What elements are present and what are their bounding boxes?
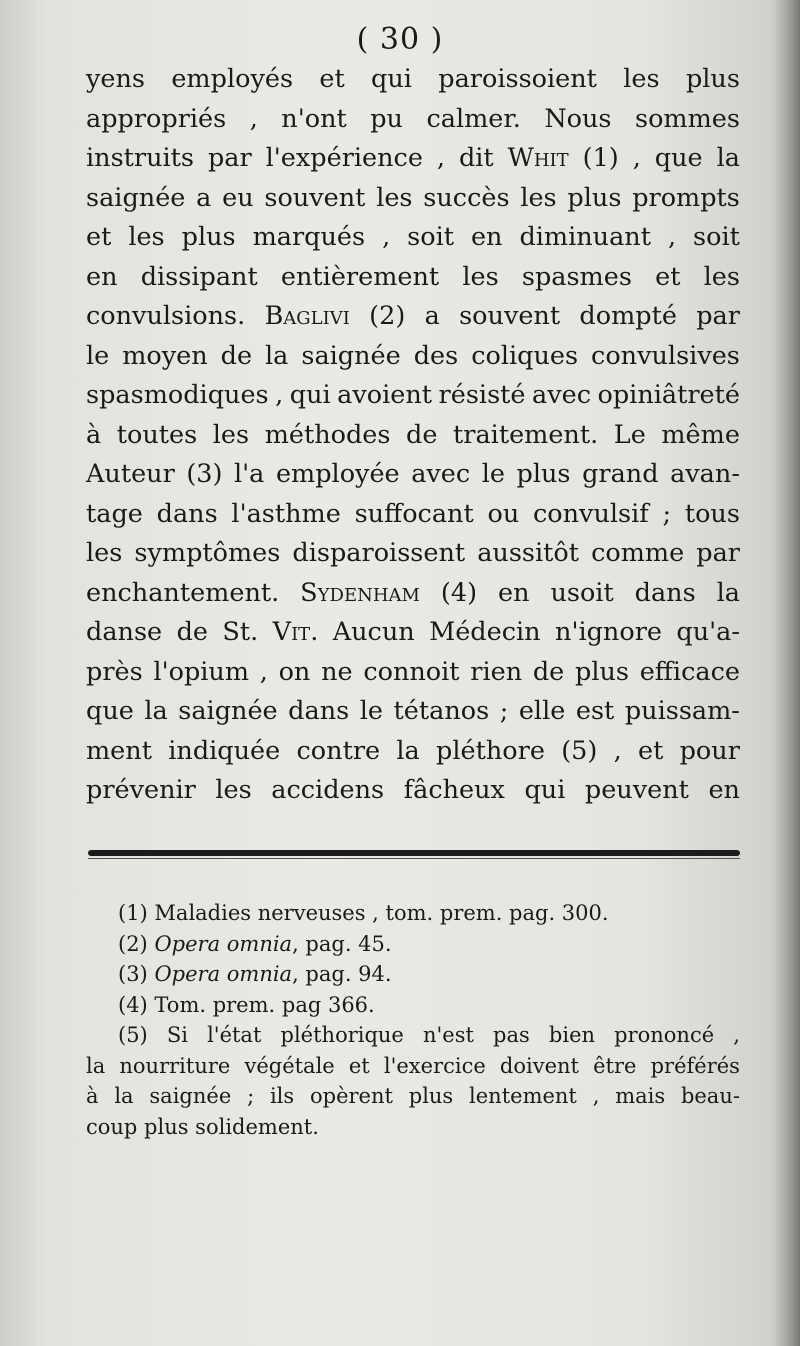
word: dompté — [579, 301, 677, 331]
word: saignée — [86, 182, 186, 213]
word: comme — [591, 538, 685, 568]
word: (5) — [118, 1023, 148, 1047]
word: que — [86, 696, 134, 726]
word: instruits — [86, 143, 195, 173]
word: spasmes — [521, 261, 632, 292]
word: ; — [499, 696, 509, 726]
word: l'asthme — [231, 498, 341, 529]
word: et — [319, 64, 345, 94]
footnote-5-line — [86, 1081, 740, 1112]
word: lentement — [469, 1084, 577, 1108]
word: enchantement. — [86, 577, 280, 608]
word: ils — [269, 1084, 295, 1108]
word: de — [406, 419, 438, 450]
page-number: ( 30 ) — [356, 22, 444, 57]
text-line — [86, 297, 740, 337]
word: prévenir — [86, 775, 196, 805]
word: la — [716, 577, 740, 608]
main-text — [86, 60, 740, 811]
footnote-2 — [86, 929, 740, 960]
word: plus — [516, 459, 571, 489]
word: danse — [86, 617, 163, 647]
footnote-4: (4) Tom. prem. pag 366. — [118, 992, 375, 1017]
text-line — [86, 613, 740, 653]
word: souvent — [459, 301, 561, 331]
word: soit — [407, 222, 454, 252]
word: prompts — [632, 182, 740, 213]
word: l'opium — [153, 656, 250, 687]
text-line — [86, 337, 740, 377]
word: en — [86, 261, 118, 292]
word: qui — [289, 380, 331, 410]
word: toutes — [116, 419, 198, 450]
word: efficace — [639, 656, 740, 687]
word: Médecin — [429, 617, 541, 647]
word: la — [265, 340, 289, 371]
text-line — [86, 218, 740, 258]
word: qui — [524, 775, 566, 805]
word: nourriture — [119, 1053, 231, 1078]
footnotes — [86, 898, 740, 1142]
word: méthodes — [264, 419, 391, 450]
word: prononcé — [614, 1023, 715, 1047]
word: , — [613, 735, 622, 766]
word: pléthore — [436, 735, 545, 766]
word: saignée — [301, 340, 401, 371]
word: en — [470, 222, 503, 252]
word: (5) — [561, 735, 598, 766]
word: convulsives — [591, 340, 740, 371]
word: calmer. — [426, 103, 521, 134]
word: même — [661, 419, 740, 450]
word: dans — [156, 498, 218, 529]
word: beau- — [680, 1084, 740, 1108]
word: , — [733, 1023, 740, 1047]
word: avec — [532, 380, 591, 410]
word: grand — [582, 459, 659, 489]
word: plus — [685, 64, 740, 94]
word: , — [382, 222, 391, 252]
word: les — [128, 222, 165, 252]
word: à — [86, 419, 102, 450]
word: végétale — [244, 1053, 335, 1078]
word: St. — [222, 617, 259, 647]
word: pu — [370, 103, 403, 134]
word: symptômes — [134, 538, 281, 568]
word: , — [667, 222, 677, 252]
word: les — [462, 261, 499, 292]
word: Auteur — [86, 459, 175, 489]
word: (3) — [186, 459, 223, 489]
word: Si — [166, 1023, 188, 1047]
text-line — [86, 179, 740, 219]
word: dissipant — [140, 261, 258, 292]
word: la — [396, 735, 420, 766]
word: les — [86, 538, 123, 568]
word: sommes — [634, 103, 740, 134]
word: la — [86, 1053, 106, 1078]
footnote-5-line — [86, 1020, 740, 1051]
word: qu'a- — [676, 617, 740, 647]
word: ; — [247, 1084, 255, 1108]
word: ; — [662, 498, 672, 529]
word: pléthorique — [280, 1023, 404, 1047]
word: diminuant — [519, 222, 651, 252]
text-line — [86, 732, 740, 772]
word: en — [708, 775, 740, 805]
word: dans — [634, 577, 696, 608]
word: , — [259, 656, 268, 687]
word: par — [207, 143, 252, 173]
word: a — [424, 301, 440, 331]
word: ment — [86, 735, 152, 766]
word: pas — [493, 1023, 530, 1047]
word: indiquée — [168, 735, 281, 766]
word: Vit. — [272, 617, 319, 647]
word: plus — [408, 1084, 454, 1108]
word: n'est — [422, 1023, 474, 1047]
text-line — [86, 653, 740, 693]
word: peuvent — [584, 775, 689, 805]
word: usoit — [550, 577, 614, 608]
word: de — [176, 617, 208, 647]
text-line — [86, 574, 740, 614]
word: (1) — [582, 143, 619, 173]
word: le — [86, 340, 110, 371]
word: par — [696, 301, 740, 331]
word: Nous — [544, 103, 612, 134]
word: accidens — [271, 775, 385, 805]
word: , — [436, 143, 445, 173]
footnote-5-line: coup plus solidement. — [86, 1114, 319, 1139]
word: employés — [171, 64, 294, 94]
word: convulsif — [533, 498, 649, 529]
word: à — [86, 1084, 99, 1108]
word: coliques — [471, 340, 579, 371]
word: succès — [423, 182, 510, 213]
word: les — [623, 64, 660, 94]
text-line — [86, 771, 740, 811]
word: saignée — [178, 696, 278, 726]
word: dans — [288, 696, 350, 726]
footnote-1: (1) Maladies nerveuses , tom. prem. pag. 300. — [118, 901, 609, 925]
word: contre — [296, 735, 381, 766]
word: ou — [487, 498, 520, 529]
word: yens — [86, 64, 146, 94]
word: saignée — [149, 1084, 232, 1108]
word: le — [481, 459, 505, 489]
word: la — [716, 143, 740, 173]
word: et — [348, 1053, 370, 1078]
word: rien — [470, 656, 523, 687]
word: , — [249, 103, 258, 134]
text-line — [86, 534, 740, 574]
text-line — [86, 60, 740, 100]
word: tage — [86, 498, 143, 529]
word: aussitôt — [477, 538, 580, 568]
word: Aucun — [332, 617, 415, 647]
footnote-3-rest: , pag. 94. — [292, 962, 392, 986]
word: suffocant — [354, 498, 474, 529]
word: (4) — [440, 577, 478, 608]
word: opiniâtreté — [597, 380, 740, 410]
word: la — [114, 1084, 134, 1108]
word: bien — [548, 1023, 596, 1047]
word: on — [278, 656, 311, 687]
word: a — [196, 182, 212, 213]
word: pour — [679, 735, 740, 766]
word: près — [86, 656, 143, 687]
word: et — [655, 261, 681, 292]
word: convulsions. — [86, 301, 246, 331]
word: que — [654, 143, 703, 173]
word: puissam- — [624, 696, 740, 726]
text-line — [86, 455, 740, 495]
word: , — [592, 1084, 600, 1108]
word: fâcheux — [403, 775, 505, 805]
text-line — [86, 258, 740, 298]
word: elle — [518, 696, 566, 726]
word: l'a — [234, 459, 265, 489]
word: Baglivi — [264, 301, 350, 331]
word: de — [532, 656, 565, 687]
text-line — [86, 416, 740, 456]
footnote-separator-thin-rule — [88, 858, 740, 859]
word: doivent — [499, 1053, 579, 1078]
word: les — [376, 182, 413, 213]
word: opèrent — [309, 1084, 393, 1108]
word: marqués — [252, 222, 366, 252]
word: des — [413, 340, 459, 371]
word: les — [212, 419, 250, 450]
word: et — [637, 735, 664, 766]
word: l'expérience — [265, 143, 423, 173]
word: avec — [411, 459, 471, 489]
text-line — [86, 495, 740, 535]
footnote-2-rest: , pag. 45. — [292, 931, 392, 956]
word: résisté — [438, 380, 526, 410]
word: paroissoient — [438, 64, 597, 94]
word: plus — [181, 222, 236, 252]
word: être — [593, 1053, 637, 1078]
footnote-3 — [86, 959, 740, 990]
footnote-2-number: (2) — [118, 931, 148, 956]
word: traitement. — [453, 419, 599, 450]
word: (2) — [369, 301, 406, 331]
text-line — [86, 100, 740, 140]
word: , — [275, 380, 284, 410]
word: n'ignore — [555, 617, 662, 647]
word: employée — [275, 459, 400, 489]
footnote-3-title: Opera omnia — [154, 962, 293, 986]
word: connoit — [363, 656, 460, 687]
word: tous — [684, 498, 740, 529]
word: la — [144, 696, 168, 726]
word: les — [520, 182, 557, 213]
word: Sydenham — [300, 577, 420, 608]
word: souvent — [264, 182, 366, 213]
word: Le — [613, 419, 646, 450]
word: plus — [575, 656, 629, 687]
word: les — [215, 775, 252, 805]
page-edge-shadow — [774, 0, 800, 1346]
word: avoient — [337, 380, 433, 410]
word: appropriés — [86, 103, 227, 134]
word: moyen — [122, 340, 208, 371]
word: mais — [615, 1084, 666, 1108]
word: préférés — [650, 1053, 740, 1078]
word: l'exercice — [383, 1053, 486, 1078]
footnote-2-title: Opera omnia — [154, 931, 293, 956]
word: qui — [371, 64, 412, 94]
word: entièrement — [280, 261, 440, 292]
word: dit — [458, 143, 494, 173]
word: le — [359, 696, 383, 726]
word: les — [703, 261, 740, 292]
text-line — [86, 376, 740, 416]
text-line — [86, 139, 740, 179]
word: , — [632, 143, 641, 173]
word: disparoissent — [292, 538, 466, 568]
word: l'état — [207, 1023, 262, 1047]
word: de — [220, 340, 253, 371]
word: avan- — [670, 459, 740, 489]
word: tétanos — [393, 696, 490, 726]
word: et — [86, 222, 112, 252]
footnote-3-number: (3) — [118, 962, 148, 986]
word: plus — [567, 182, 622, 213]
text-line — [86, 692, 740, 732]
word: par — [696, 538, 740, 568]
word: eu — [222, 182, 254, 213]
word: en — [497, 577, 530, 608]
word: spasmodiques — [86, 380, 269, 410]
word: ne — [321, 656, 353, 687]
word: est — [575, 696, 615, 726]
word: soit — [693, 222, 740, 252]
word: Whit — [507, 143, 569, 173]
footnote-separator-rule — [88, 850, 740, 856]
word: n'ont — [281, 103, 347, 134]
footnote-5-line — [86, 1051, 740, 1082]
